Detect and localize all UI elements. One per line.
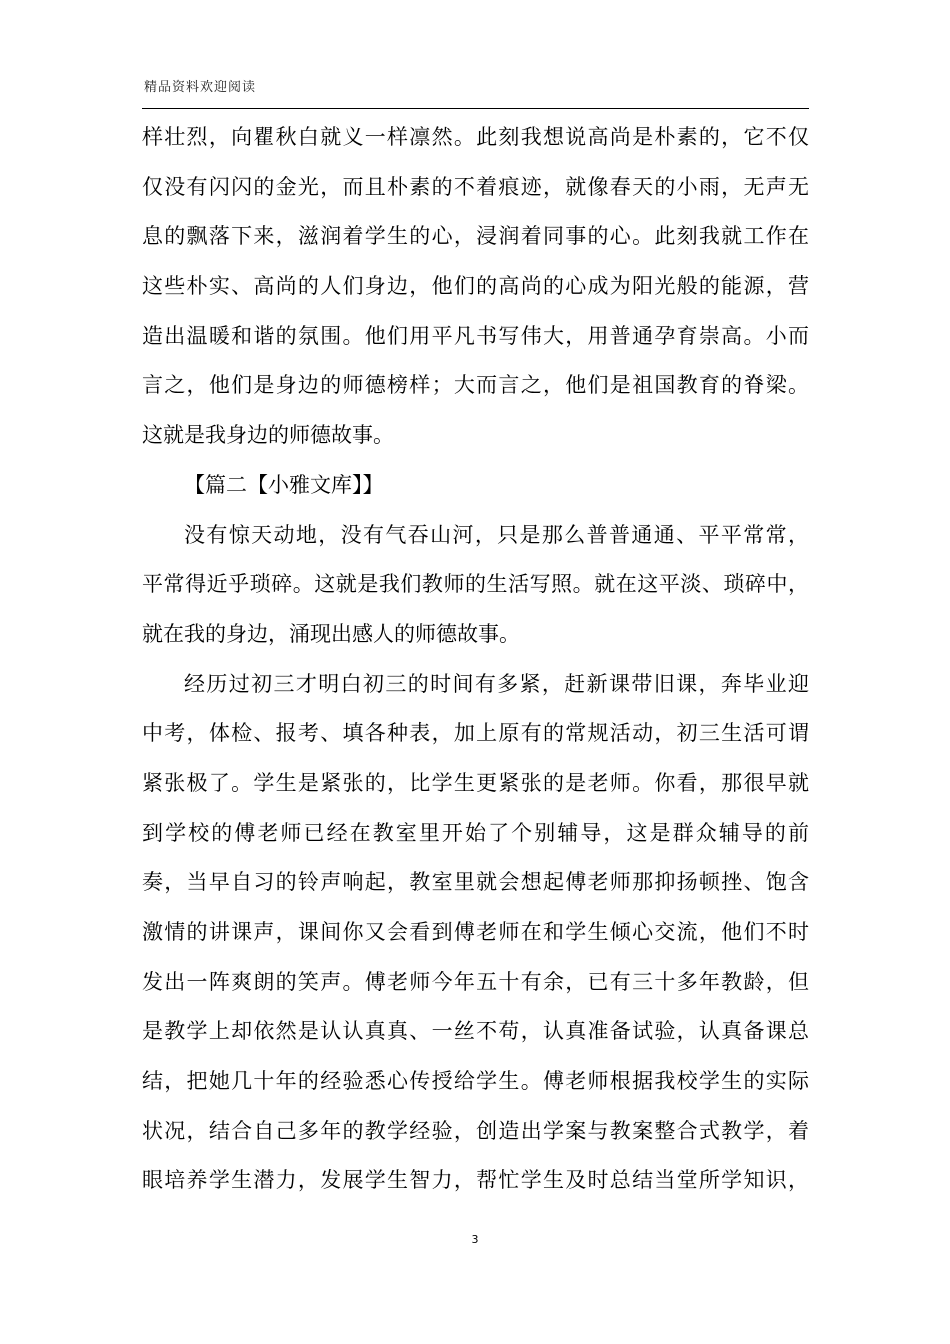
- text-line: 造出温暖和谐的氛围。他们用平凡书写伟大，用普通孕育崇高。小而: [142, 323, 809, 348]
- text-line: 状况，结合自己多年的教学经验，创造出学案与教案整合式教学，着: [142, 1118, 809, 1143]
- text-line: 是教学上却依然是认认真真、一丝不苟，认真准备试验，认真备课总: [142, 1019, 809, 1044]
- text-line: 到学校的傅老师已经在教室里开始了个别辅导，这是群众辅导的前: [142, 820, 809, 845]
- text-line: 仅没有闪闪的金光，而且朴素的不着痕迹，就像春天的小雨，无声无: [142, 174, 809, 199]
- text-line: 就在我的身边，涌现出感人的师德故事。: [142, 621, 520, 646]
- text-line: 言之，他们是身边的师德榜样；大而言之，他们是祖国教育的脊梁。: [142, 373, 809, 398]
- page-number: 3: [471, 1233, 479, 1246]
- text-line: 这些朴实、高尚的人们身边，他们的高尚的心成为阳光般的能源，营: [142, 274, 809, 299]
- text-line: 没有惊天动地，没有气吞山河，只是那么普普通通、平平常常，: [184, 522, 809, 547]
- header-text: 精品资料欢迎阅读: [144, 80, 257, 95]
- text-line: 紧张极了。学生是紧张的，比学生更紧张的是老师。你看，那很早就: [142, 770, 809, 795]
- text-line: 息的飘落下来，滋润着学生的心，浸润着同事的心。此刻我就工作在: [142, 224, 809, 249]
- text-line: 中考，体检、报考、填各种表，加上原有的常规活动，初三生活可谓: [142, 721, 809, 746]
- text-line: 眼培养学生潜力，发展学生智力，帮忙学生及时总结当堂所学知识，: [142, 1168, 809, 1193]
- section-heading: 【篇二【小雅文库】】: [184, 472, 384, 497]
- text-line: 这就是我身边的师德故事。: [142, 423, 394, 448]
- document-body: [142, 113, 809, 1206]
- text-line: 奏，当早自习的铃声响起，教室里就会想起傅老师那抑扬顿挫、饱含: [142, 870, 809, 895]
- header-divider: [142, 108, 809, 109]
- text-line: 发出一阵爽朗的笑声。傅老师今年五十有余，已有三十多年教龄，但: [142, 969, 809, 994]
- page-header: [142, 68, 809, 110]
- text-line: 结，把她几十年的经验悉心传授给学生。傅老师根据我校学生的实际: [142, 1069, 809, 1094]
- text-line: 样壮烈，向瞿秋白就义一样凛然。此刻我想说高尚是朴素的，它不仅: [142, 125, 809, 149]
- text-line: 平常得近乎琐碎。这就是我们教师的生活写照。就在这平淡、琐碎中，: [142, 572, 809, 597]
- text-line: 经历过初三才明白初三的时间有多紧，赶新课带旧课，奔毕业迎: [184, 671, 809, 696]
- text-line: 激情的讲课声，课间你又会看到傅老师在和学生倾心交流，他们不时: [142, 920, 809, 944]
